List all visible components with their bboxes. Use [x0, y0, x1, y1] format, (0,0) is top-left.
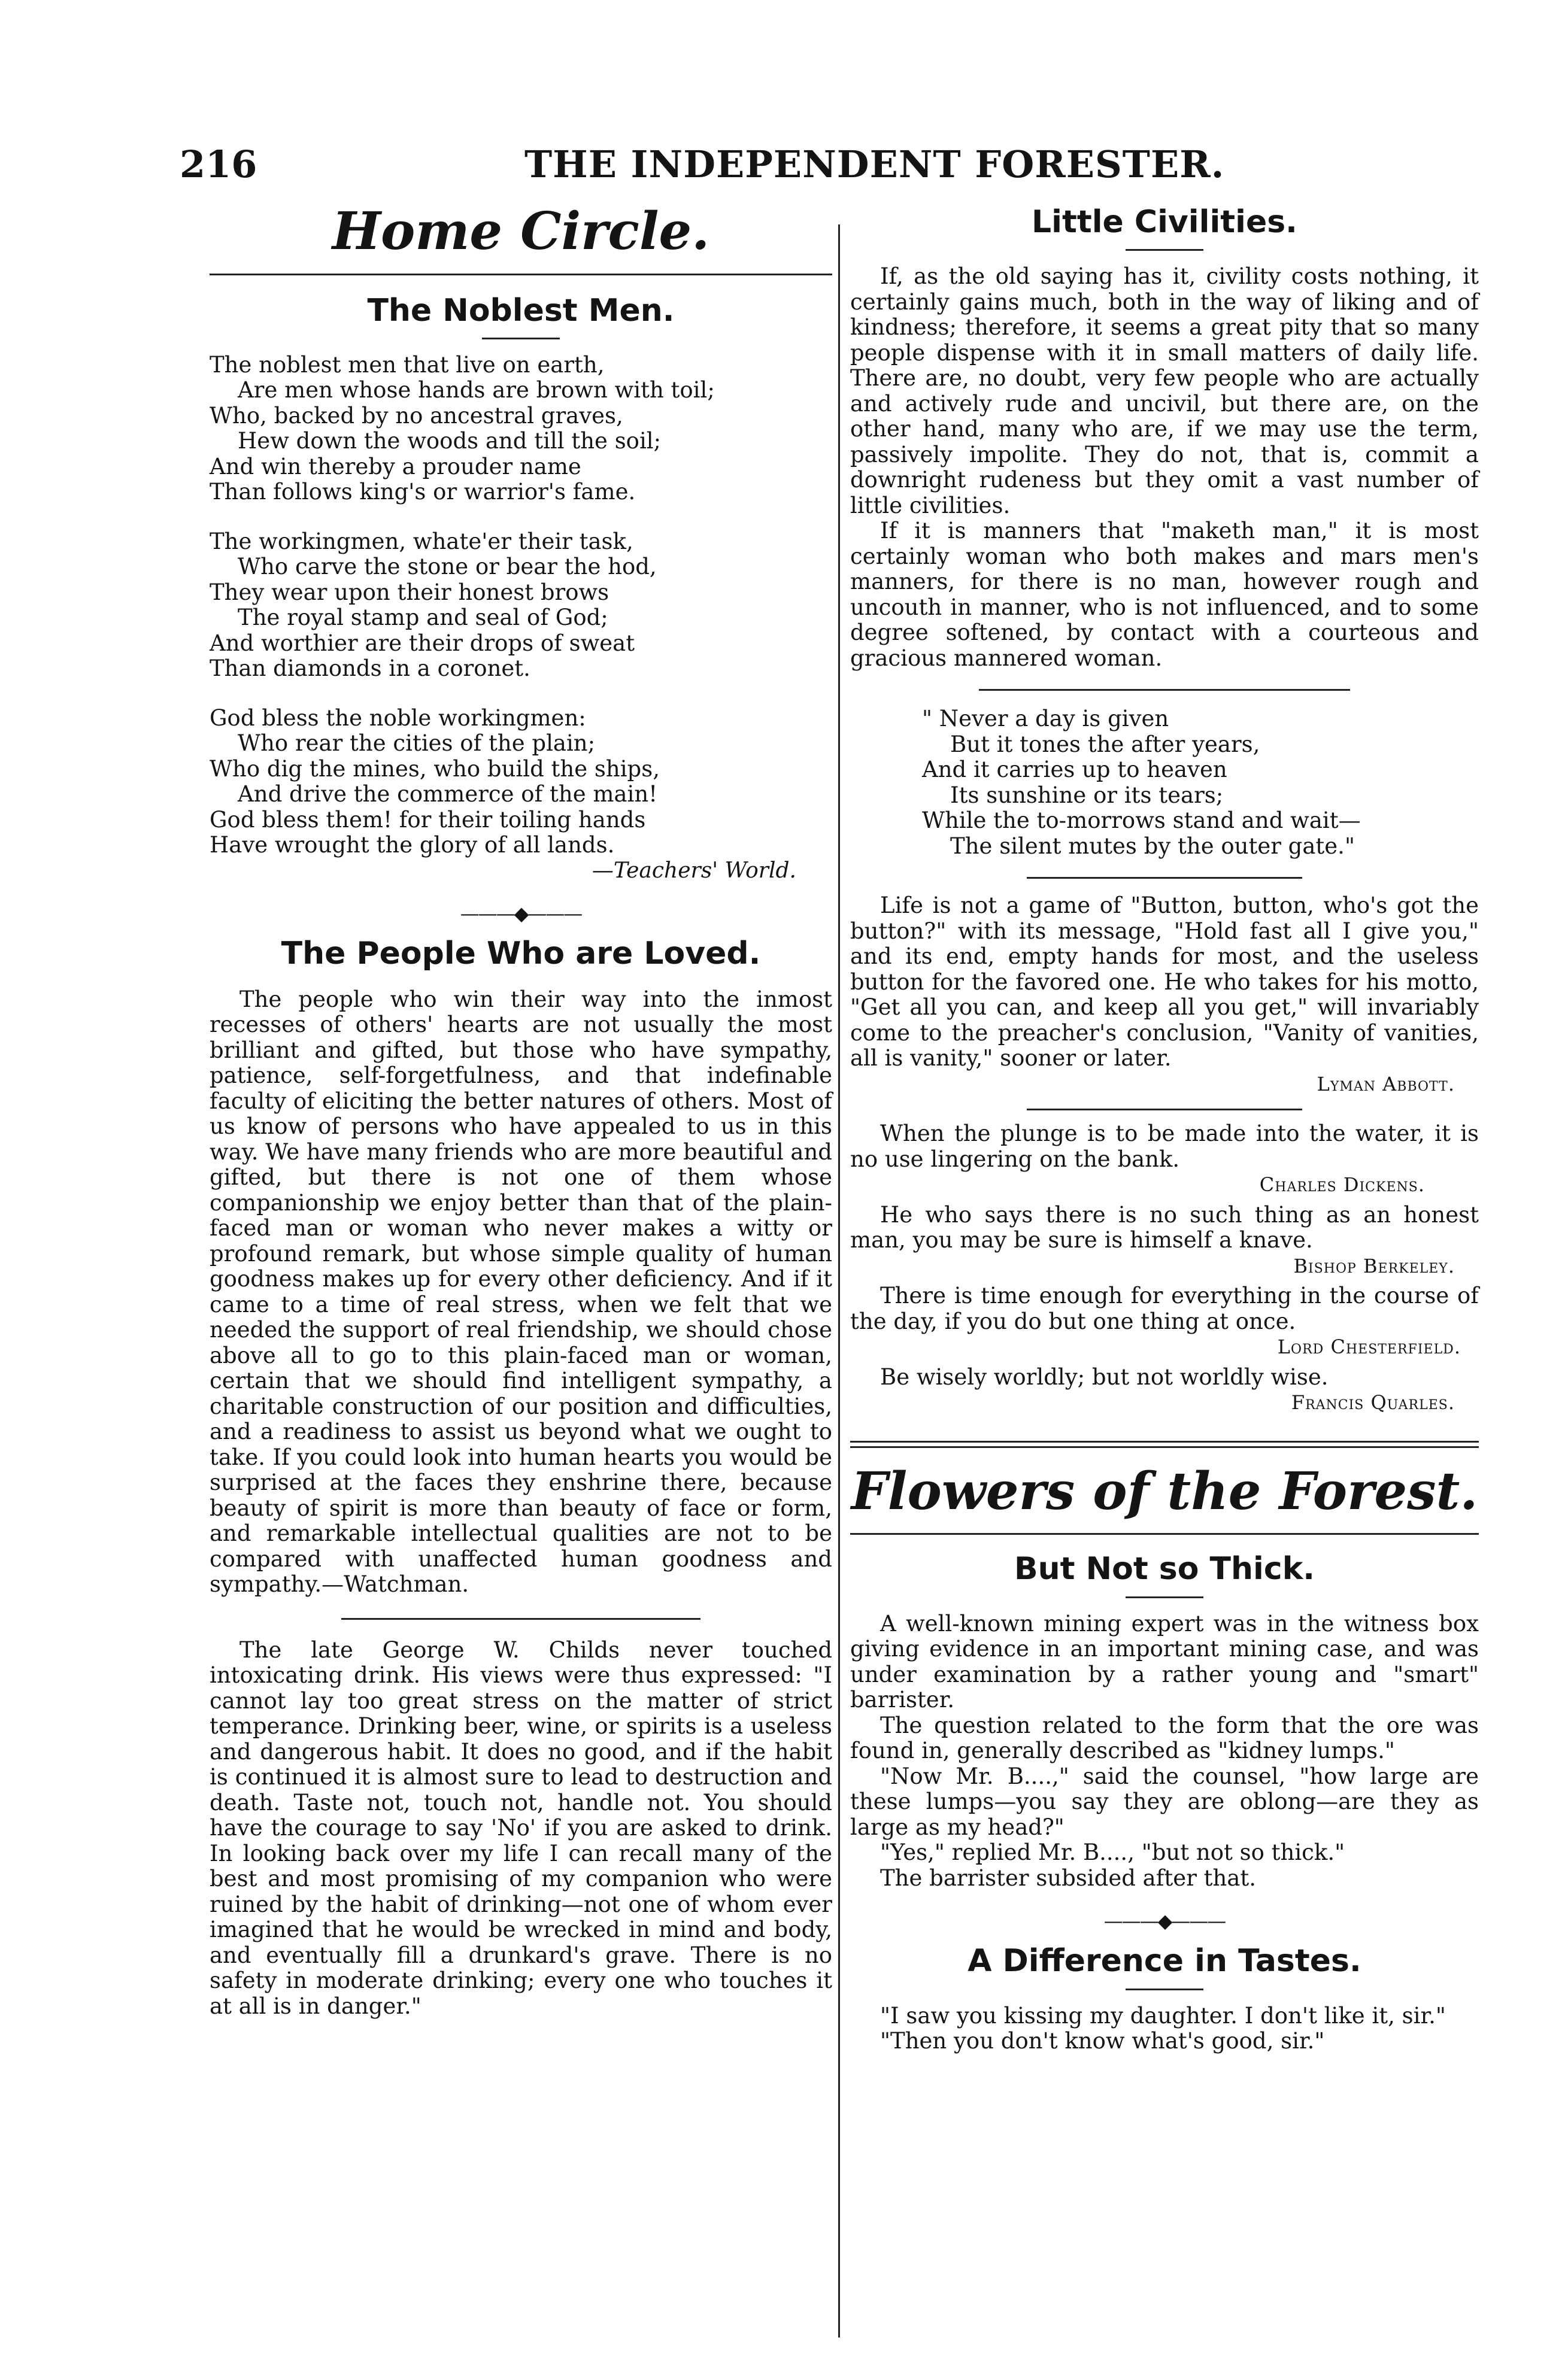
quote-body: When the plunge is to be made into the water, it is no use lingering on the bank.: [850, 1121, 1479, 1172]
short-rule: [1126, 249, 1203, 251]
column-divider: [838, 224, 840, 2338]
article-separator: [341, 1618, 700, 1620]
attribution: —Teachers' World.: [592, 858, 796, 883]
article-body: The people who win their way into the inmost recesses of others' hearts are not usually the most brilliant and gifted, but those who have sympathy, patience, self-forgetfulness, and that indefinable faculty of eliciting the better natures of others. Most of us know of persons who have appealed to us in this way. We have many friends who are more beautiful and gifted, but there is not one of them whose companionship we enjoy better than that of the plain-faced man or woman who never makes a witty or profound remark, but whose simple quality of human goodness makes up for every other deficiency. And if it came to a time of real stress, when we felt that we needed the support of real friendship, we should chose above all to go to this plain-faced man or woman, certain that we should find intelligent sympathy, a charitable construction of our position and difficulties, and a readiness to assist us beyond what we ought to take. If you could look into human hearts you would be surprised at the faces they enshrine there, because beauty of spirit is more than beauty of face or form, and remarkable intellectual qualities are not to be compared with unaffected human goodness and sympathy.—Watchman.: [210, 986, 832, 1598]
article-body: "Now Mr. B....," said the counsel, "how large are these lumps—you say they are oblong—are they as large as my head?": [850, 1763, 1479, 1840]
attribution: Lyman Abbott.: [1317, 1072, 1455, 1095]
short-rule: [482, 338, 560, 339]
article-title-not-so-thick: But Not so Thick.: [1014, 1551, 1315, 1587]
verse-quote: " Never a day is given But it tones the after years, And it carries up to heaven Its sunshine or its tears; While the to-morrows stand and wait— The silent mutes by the outer gate.": [922, 706, 1361, 859]
poem-stanza: The workingmen, whate'er their task, Who carve the stone or bear the hod, They wear upon their honest brows The royal stamp and seal of God; And worthier are their drops of sweat Than diamonds in a coronet.: [210, 528, 657, 682]
page-number: 216: [180, 142, 257, 186]
article-body: The late George W. Childs never touched intoxicating drink. His views were thus expressed: "I cannot lay too great stress on the matter of strict temperance. Drinking beer, wine, or spirits is a useless and dangerous habit. It does no good, and if the habit is continued it is almost sure to lead to destruction and death. Taste not, touch not, handle not. You should have the courage to say 'No' if you are asked to drink. In looking back over my life I can recall many of the best and most promising of my companion who were ruined by the habit of drinking—not one of whom ever imagined that he would be wrecked in mind and body, and eventually fill a drunkard's grave. There is no safety in moderate drinking; every one who touches it at all is in danger.": [210, 1637, 832, 2019]
section-ornament: ———◆———: [1103, 1910, 1226, 1933]
article-body: "Yes," replied Mr. B...., "but not so thick.": [880, 1839, 1345, 1866]
left-column: [210, 201, 832, 2019]
article-title-people-loved: The People Who are Loved.: [281, 936, 761, 972]
right-column: [850, 204, 1479, 2054]
department-heading-home-circle: Home Circle.: [332, 201, 710, 262]
short-rule: [1126, 1989, 1203, 1990]
article-body: A well-known mining expert was in the witness box giving evidence in an important mining case, and was under examination by a rather young and "smart" barrister.: [850, 1610, 1479, 1713]
quote-body: Be wisely worldly; but not worldly wise.: [880, 1364, 1329, 1390]
attribution: Bishop Berkeley.: [1293, 1254, 1455, 1277]
heading-rule: [850, 1533, 1479, 1535]
article-title-difference-tastes: A Difference in Tastes.: [968, 1943, 1361, 1980]
article-title-little-civilities: Little Civilities.: [1032, 204, 1297, 240]
quote-body: He who says there is no such thing as an honest man, you may be sure is himself a knave.: [850, 1201, 1479, 1253]
short-rule: [1126, 1596, 1203, 1598]
article-body: "Then you don't know what's good, sir.": [880, 2028, 1325, 2054]
article-separator: [1027, 1109, 1302, 1110]
quote-body: There is time enough for everything in the course of the day, if you do but one thing at once.: [850, 1283, 1479, 1334]
department-rule: [850, 1441, 1479, 1448]
department-heading-flowers: Flowers of the Forest.: [851, 1461, 1478, 1522]
article-separator: [979, 689, 1350, 691]
article-body: If it is manners that "maketh man," it is most certainly woman who both makes and mars men's manners, for there is no man, however rough and uncouth in manner, who is not influenced, and to some degree softened, by contact with a courteous and gracious mannered woman.: [850, 518, 1479, 671]
article-body: If, as the old saying has it, civility costs nothing, it certainly gains much, both in the way of liking and of kindness; therefore, it seems a great pity that so many people dispense with it in small matters of daily life. There are, no doubt, very few people who are actually and actively rude and uncivil, but there are, on the other hand, many who are, if we may use the term, passively impolite. They do not, that is, commit a downright rudeness but they omit a vast number of little civilities.: [850, 263, 1479, 518]
attribution: Charles Dickens.: [1259, 1173, 1425, 1197]
article-title-noblest-men: The Noblest Men.: [367, 292, 675, 329]
attribution: Francis Quarles.: [1291, 1391, 1455, 1414]
section-ornament: ———◆———: [460, 902, 582, 925]
article-body: The question related to the form that the ore was found in, generally described as "kidney lumps.": [850, 1712, 1479, 1764]
article-body: The barrister subsided after that.: [880, 1865, 1257, 1891]
poem-stanza: God bless the noble workingmen: Who rear the cities of the plain; Who dig the mines, who build the ships, And drive the commerce of the main! God bless them! for their toiling hands Have wrought the glory of all lands.: [210, 705, 660, 858]
heading-rule: [210, 274, 832, 275]
article-body: "I saw you kissing my daughter. I don't like it, sir.": [880, 2002, 1446, 2029]
quote-body: Life is not a game of "Button, button, who's got the button?" with its message, "Hold fast all I give you," and its end, empty hands for most, and the useless button for the favored one. He who takes for his motto, "Get all you can, and keep all you get," will invariably come to the preacher's conclusion, "Vanity of vanities, all is vanity," sooner or later.: [850, 892, 1479, 1071]
attribution: Lord Chesterfield.: [1277, 1335, 1461, 1359]
poem-stanza: The noblest men that live on earth, Are men whose hands are brown with toil; Who, backed by no ancestral graves, Hew down the woods and till the soil; And win thereby a prouder name Than follows king's or warrior's fame.: [210, 351, 715, 505]
running-title: THE INDEPENDENT FORESTER.: [524, 142, 1225, 186]
article-separator: [1027, 877, 1302, 879]
